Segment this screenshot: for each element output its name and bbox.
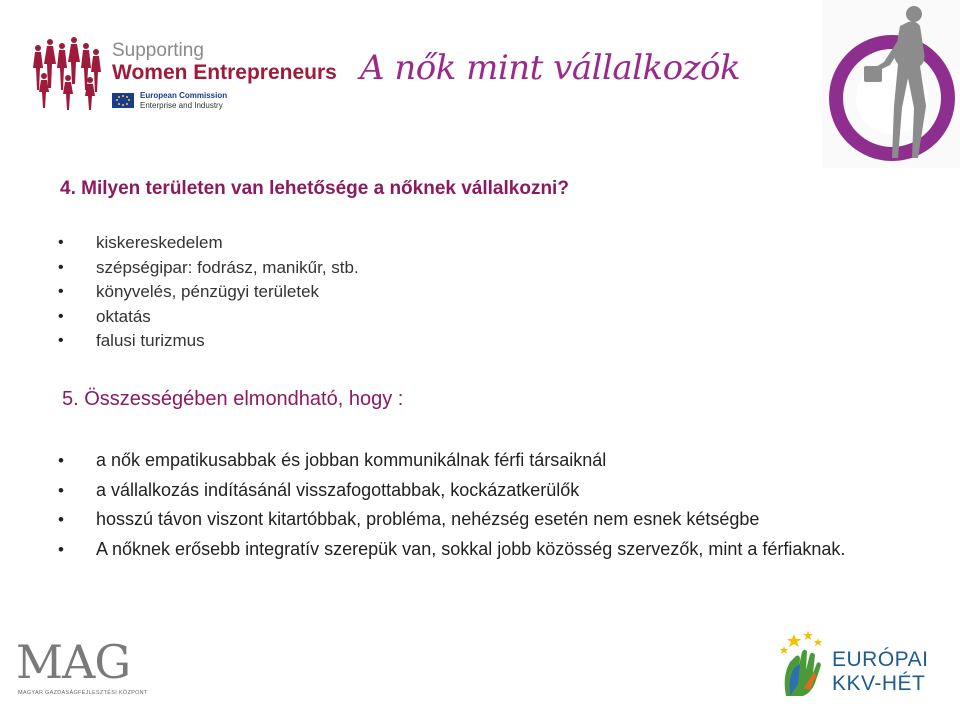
women-figures-icon (30, 34, 102, 112)
list-item (58, 231, 478, 256)
mag-logo-subtitle: MAGYAR GAZDASÁGFEJLESZTÉSI KÖZPONT (18, 690, 148, 696)
list-item-text: a vállalkozás indításánál visszafogottabbak, kockázatkerülők (96, 479, 580, 500)
bullet-icon: • (58, 510, 64, 530)
ec-dg: Enterprise and Industry (140, 101, 223, 110)
list-item (58, 507, 878, 532)
ec-name: European Commission (140, 91, 228, 100)
bullet-icon: • (58, 451, 64, 470)
list-item (58, 478, 878, 503)
list-item-text: könyvelés, pénzügyi területek (96, 282, 320, 302)
ekh-line1-text: EURÓPAI (832, 648, 929, 671)
woman-silhouette-icon (822, 0, 960, 168)
mag-logo-icon (10, 632, 150, 708)
stars-hand-icon (776, 628, 830, 698)
sw-text-block (112, 40, 337, 85)
bullet-icon: • (58, 480, 64, 500)
mag-logo-text: MAG (16, 635, 131, 689)
list-item (58, 329, 478, 354)
list-item (58, 256, 478, 281)
bullet-icon: • (58, 234, 64, 251)
sw-supporting-text: Supporting (112, 40, 204, 61)
page-title: A nők mint vállalkozók (360, 48, 741, 88)
bullet-icon: • (58, 332, 64, 350)
list-item-text: falusi turizmus (96, 331, 205, 351)
europai-kkv-het-logo (776, 624, 956, 704)
section-4-list (58, 231, 478, 354)
section-5-list (58, 448, 878, 567)
bullet-icon: • (58, 283, 64, 301)
supporting-women-entrepreneurs-logo (30, 34, 337, 112)
list-item-text: A nőknek erősebb integratív szerepük van, sokkal jobb közösség szervezők, mint a férfiaknak. (96, 539, 846, 560)
section-4-heading: 4. Milyen területen van lehetősége a nőknek vállalkozni? (60, 178, 569, 199)
list-item-text: hosszú távon viszont kitartóbbak, probléma, nehézség esetén nem esnek kétségbe (96, 509, 760, 530)
section-5-heading: 5. Összességében elmondható, hogy : (62, 388, 404, 410)
eu-flag-icon (112, 93, 134, 108)
ekh-line2-text: KKV-HÉT (832, 672, 926, 695)
bullet-icon: • (58, 540, 64, 560)
list-item (58, 280, 478, 305)
sw-women-entrepreneurs-text: Women Entrepreneurs (112, 61, 337, 84)
european-commission-block (112, 92, 322, 110)
list-item-text: oktatás (96, 306, 151, 326)
list-item-text: a nők empatikusabbak és jobban kommunikálnak férfi társaiknál (96, 450, 607, 470)
list-item-text: szépségipar: fodrász, manikűr, stb. (96, 257, 359, 277)
bullet-icon: • (58, 307, 64, 325)
list-item-text: kiskereskedelem (96, 233, 223, 252)
list-item (58, 448, 878, 473)
list-item (58, 537, 878, 562)
bullet-icon: • (58, 258, 64, 276)
ec-text (140, 91, 227, 111)
list-item (58, 305, 478, 330)
